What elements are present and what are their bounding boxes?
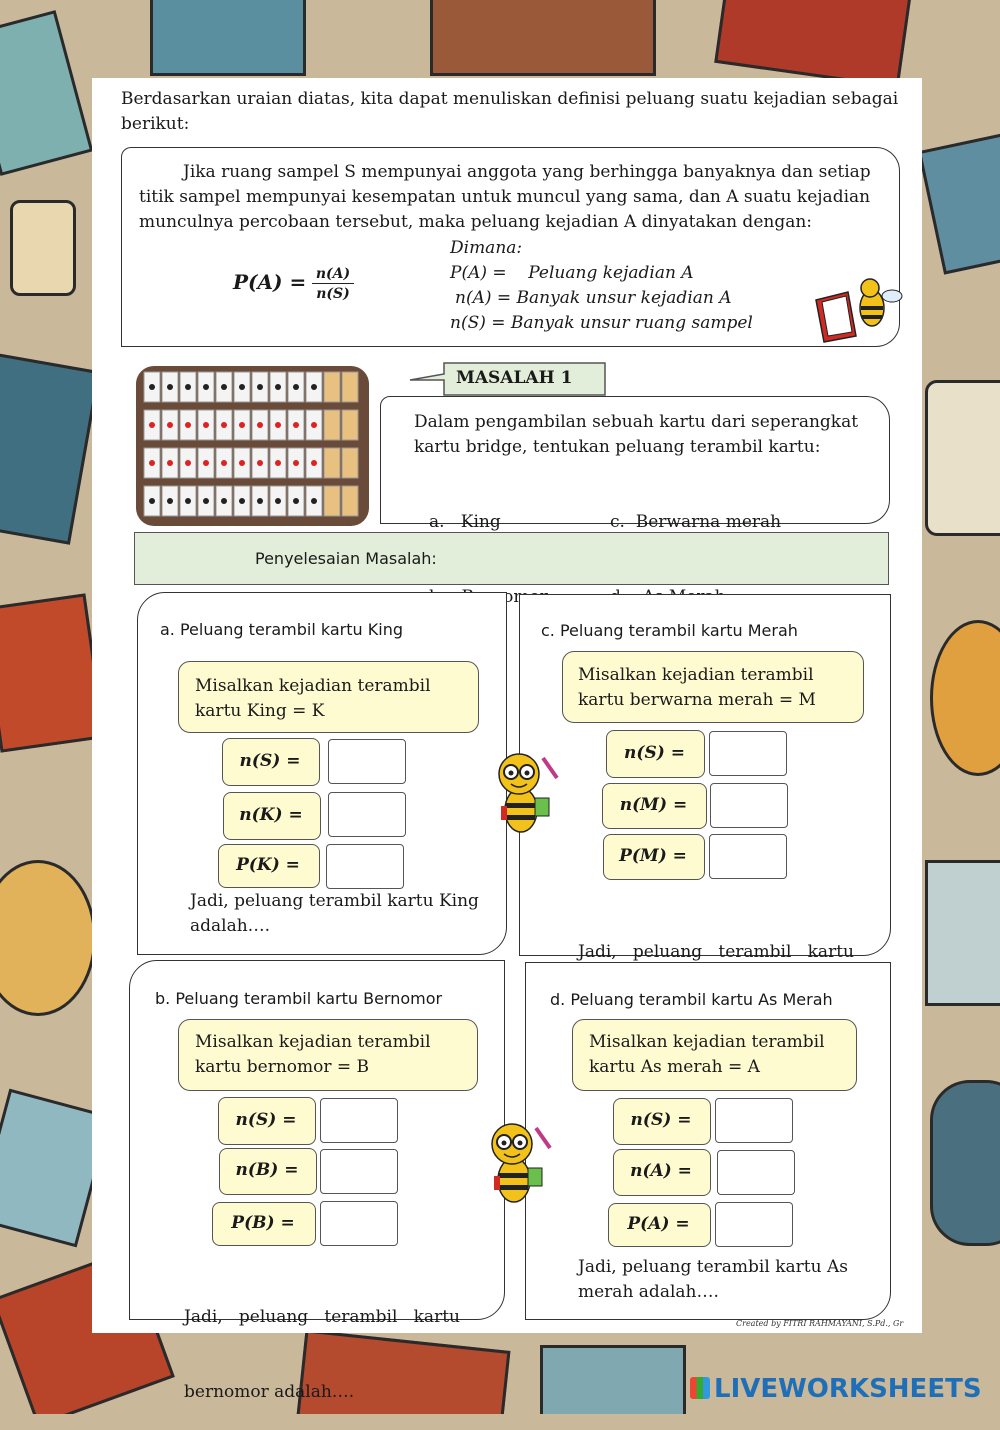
panel-d-ns-label: n(S) = [630, 1110, 692, 1130]
panel-b-ns-input[interactable] [320, 1098, 398, 1143]
panel-d-pa-input[interactable] [715, 1202, 793, 1247]
panel-b-misal: Misalkan kejadian terambil kartu bernomor = B [195, 1032, 431, 1077]
masalah-options-left: a. King [429, 512, 501, 532]
panel-b-heading: b. Peluang terambil kartu Bernomor [155, 989, 443, 1008]
brand-icon [690, 1377, 710, 1399]
intro-text: Berdasarkan uraian diatas, kita dapat menuliskan definisi peluang suatu kejadian sebagai berikut: [121, 89, 899, 134]
panel-c-jadi: Jadi, peluang terambil kartu [578, 942, 854, 962]
panel-c-heading: c. Peluang terambil kartu Merah [541, 621, 798, 640]
panel-b-nb-input[interactable] [320, 1149, 398, 1194]
penyelesaian-banner [134, 532, 889, 585]
panel-b-pb-input[interactable] [320, 1201, 398, 1246]
masalah-text: Dalam pengambilan sebuah kartu dari seperangkat kartu bridge, tentukan peluang terambil kartu: [414, 412, 859, 457]
formula-fraction: n(A) n(S) [312, 265, 354, 304]
panel-b-ns-label: n(S) = [235, 1110, 297, 1130]
masalah-title: MASALAH 1 [456, 368, 573, 388]
panel-d-pa-label: P(A) = [627, 1214, 690, 1234]
panel-b-nb-label: n(B) = [235, 1160, 299, 1180]
panel-a-ns-label: n(S) = [239, 751, 301, 771]
panel-d-na-input[interactable] [717, 1150, 795, 1195]
panel-c-pm-input[interactable] [709, 834, 787, 879]
panel-a-misal: Misalkan kejadian terambil kartu King = K [195, 676, 431, 721]
panel-c-ns-label: n(S) = [624, 743, 685, 763]
panel-a-pk-label: P(K) = [236, 855, 300, 875]
credit-text: Created by FITRI RAHMAYANI, S.Pd., Gr [736, 1319, 904, 1328]
panel-a-pk-input[interactable] [326, 844, 404, 889]
panel-d-ns-input[interactable] [715, 1098, 793, 1143]
panel-d-heading: d. Peluang terambil kartu As Merah [550, 990, 833, 1009]
definition-text: Jika ruang sampel S mempunyai anggota yang berhingga banyaknya dan setiap titik sampel mempunyai kesempatan untuk muncul yang sama, dan A suatu kejadian munculnya percobaan tersebut, maka peluang kejadian A dinyatakan dengan: [139, 162, 871, 232]
panel-a-ns-input[interactable] [328, 739, 406, 784]
panel-b-pb-label: P(B) = [231, 1213, 295, 1233]
panel-d-jadi: Jadi, peluang terambil kartu As merah adalah…. [578, 1257, 848, 1302]
penyelesaian-title: Penyelesaian Masalah: [255, 549, 437, 568]
panel-a-jadi: Jadi, peluang terambil kartu King adalah…. [190, 891, 479, 936]
panel-d-misal: Misalkan kejadian terambil kartu As merah = A [589, 1032, 825, 1077]
playing-cards-photo [136, 366, 369, 526]
liveworksheets-logo[interactable]: LIVEWORKSHEETS [690, 1374, 982, 1404]
panel-c-nm-input[interactable] [710, 783, 788, 828]
panel-a-nk-label: n(K) = [239, 805, 303, 825]
panel-c-ns-input[interactable] [709, 731, 787, 776]
panel-c-nm-label: n(M) = [619, 795, 688, 815]
bee-mascot-icon-2 [480, 1118, 560, 1210]
bee-reading-icon [812, 278, 904, 344]
panel-c-pm-label: P(M) = [619, 846, 687, 866]
panel-a-heading: a. Peluang terambil kartu King [160, 620, 403, 639]
definition-legend: Dimana: P(A) = Peluang kejadian A n(A) = Banyak unsur kejadian A n(S) = Banyak unsur ruang sampel [450, 238, 753, 333]
panel-a-nk-input[interactable] [328, 792, 406, 837]
panel-d-na-label: n(A) = [630, 1161, 692, 1181]
panel-b-jadi: Jadi, peluang terambil kartu bernomor adalah…. [184, 1307, 460, 1402]
cards-grid-image [136, 366, 369, 526]
masalah-options-right: c. Berwarna merah [610, 512, 782, 532]
formula: P(A) = [233, 270, 307, 294]
bee-mascot-icon [487, 748, 567, 840]
panel-c-misal: Misalkan kejadian terambil kartu berwarna merah = M [578, 665, 816, 710]
